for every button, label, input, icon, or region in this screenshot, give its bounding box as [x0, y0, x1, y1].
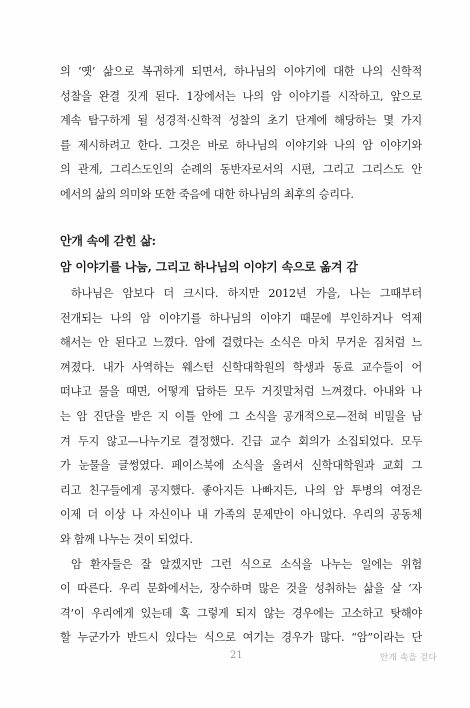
- text-line: 격’이 우리에게 있는데 혹 그렇게 되지 않는 경우에는 고소하고 탓해야: [60, 606, 422, 620]
- intro-paragraph: [60, 60, 422, 208]
- text-line: 의 관계, 그리스도인의 순례의 동반자로서의 시편, 그리고 그리스도 안: [60, 163, 422, 177]
- text-line: 겨 두지 않고—나누기로 결정했다. 긴급 교수 회의가 소집되었다. 모두: [60, 434, 422, 448]
- text-line: 의 ‘옛’ 삶으로 복귀하게 되면서, 하나님의 이야기에 대한 나의 신학적: [60, 65, 422, 78]
- text-line: 는 암 진단을 받은 지 이틀 안에 그 소식을 공개적으로—전혀 비밀을 남: [60, 409, 422, 423]
- text-line: 이제 더 이상 나 자신이나 내 가족의 문제만이 아니었다. 우리의 공동체: [60, 508, 422, 522]
- text-line: 계속 탐구하게 될 성경적·신학적 성찰의 초기 단계에 해당하는 몇 가지: [60, 114, 422, 128]
- text-line: 를 제시하려고 한다. 그것은 바로 하나님의 이야기와 나의 암 이야기와: [60, 138, 422, 152]
- running-title: 안개 속을 걷다: [380, 653, 438, 663]
- text-line: 암 환자들은 잘 알겠지만 그런 식으로 소식을 나누는 일에는 위험: [71, 557, 422, 571]
- text-line: 껴졌다. 내가 사역하는 웨스턴 신학대학원의 학생과 동료 교수들이 어: [60, 360, 422, 374]
- text-line: 리고 친구들에게 공지했다. 좋아지든 나빠지든, 나의 암 투병의 여정은: [60, 483, 422, 497]
- text-line: 할 누군가가 반드시 있다는 식으로 여기는 경우가 많다. “암”이라는 단: [60, 631, 422, 645]
- text-line: 이 따른다. 우리 문화에서는, 장수하며 많은 것을 성취하는 삶을 살 ‘자: [60, 582, 422, 596]
- text-line: 해서는 안 된다고 느꼈다. 암에 걸렸다는 소식은 마치 무거운 짐처럼 느: [60, 336, 422, 350]
- body-paragraph-1: [60, 282, 422, 553]
- page-footer: [0, 650, 470, 666]
- section: [60, 228, 422, 651]
- text-line: 성찰을 완결 짓게 된다. 1장에서는 나의 암 이야기를 시작하고, 앞으로: [60, 89, 422, 103]
- section-heading-title: 안개 속에 갇힌 삶:: [60, 234, 156, 248]
- text-line: 가 눈물을 글썽였다. 페이스북에 소식을 올려서 신학대학원과 교회 그: [60, 459, 422, 473]
- section-heading-subtitle: 암 이야기를 나눔, 그리고 하나님의 이야기 속으로 옮겨 감: [60, 260, 358, 274]
- text-line: 떠냐고 물을 때면, 어떻게 답하든 모두 거짓말처럼 느껴졌다. 아내와 나: [60, 385, 422, 399]
- text-line: 전개되는 나의 암 이야기를 하나님의 이야기 때문에 부인하거나 억제: [60, 311, 422, 325]
- body-paragraph-2: [60, 553, 422, 651]
- text-line: 하나님은 암보다 더 크시다. 하지만 2012년 가을, 나는 그때부터: [71, 287, 422, 300]
- text-line: 에서의 삶의 의미와 또한 죽음에 대한 하나님의 최후의 승리다.: [60, 187, 354, 201]
- page-number: 21: [230, 650, 243, 661]
- text-line: 와 함께 나누는 것이 되었다.: [60, 532, 193, 546]
